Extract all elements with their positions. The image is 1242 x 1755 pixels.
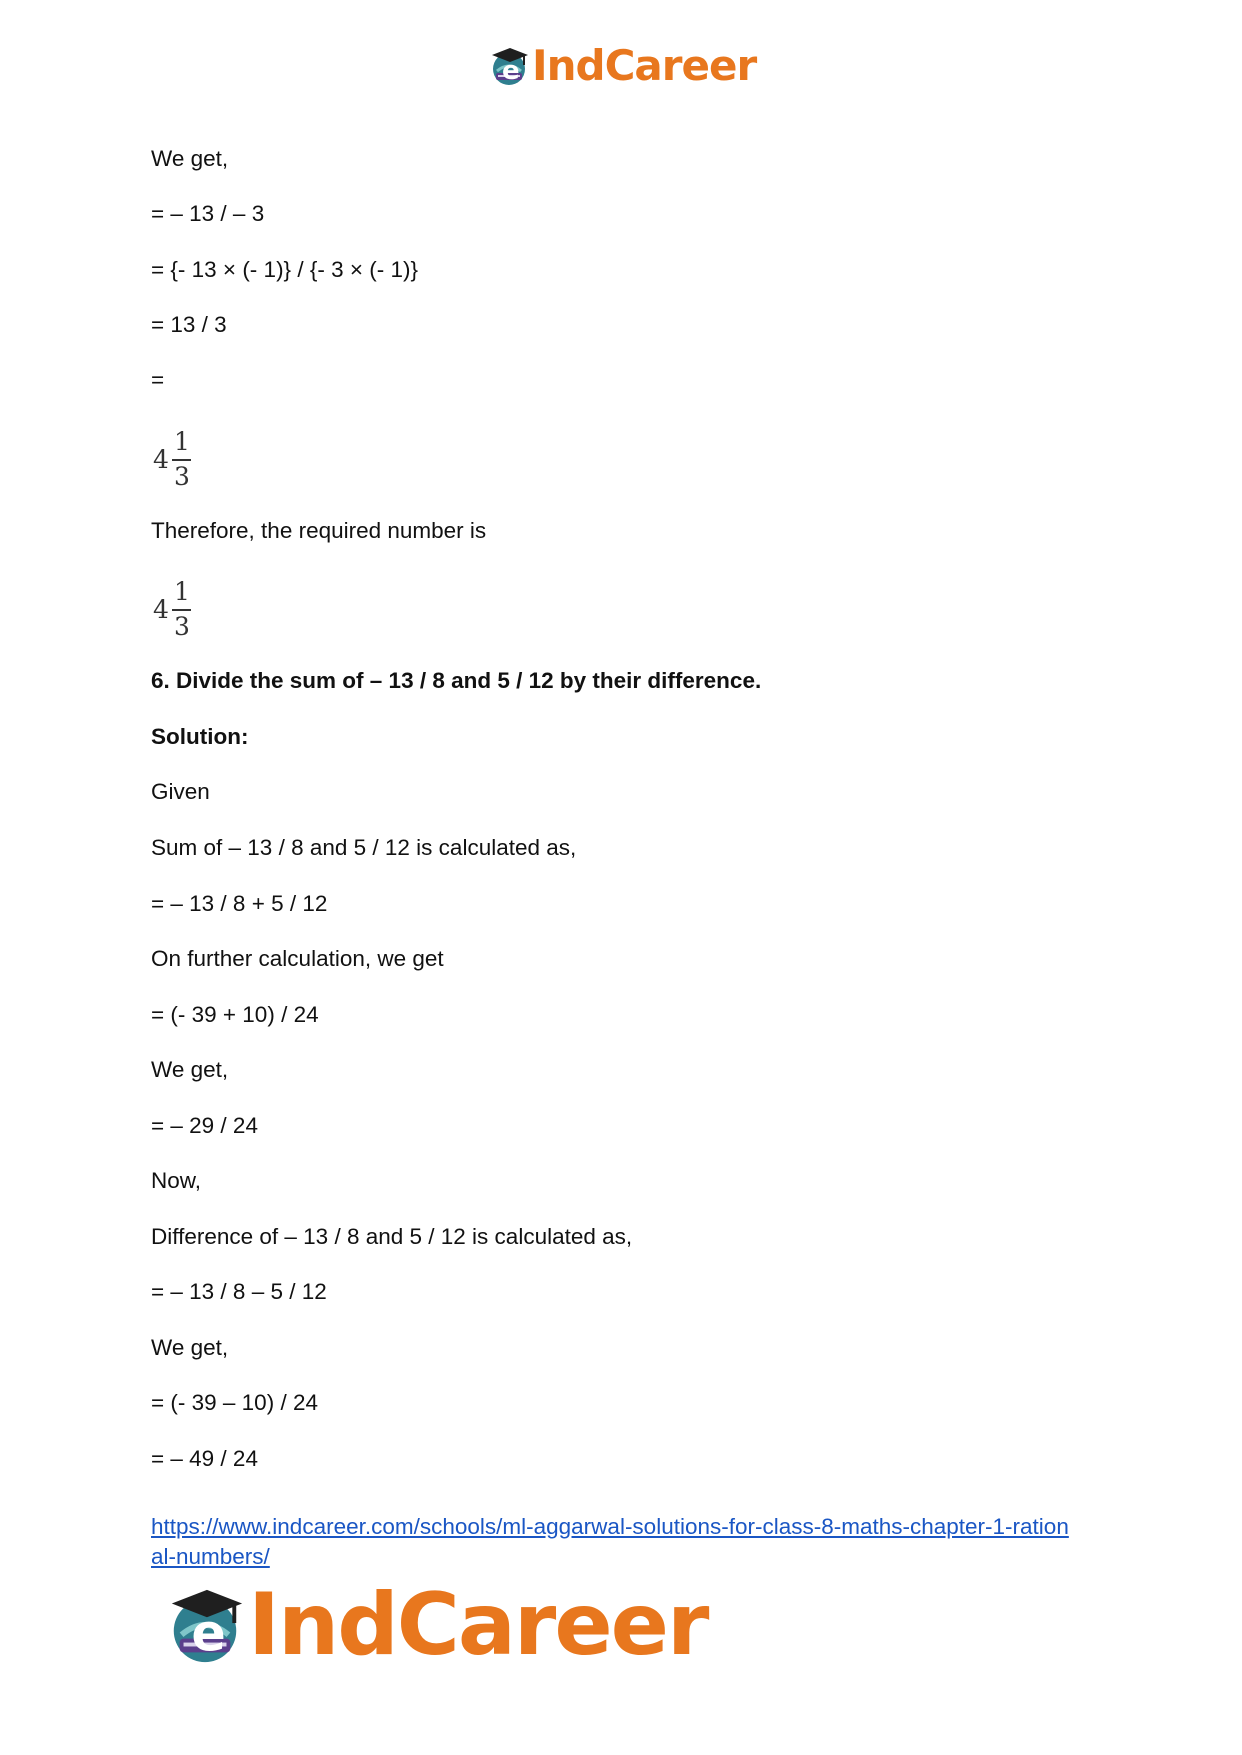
text-line: = – 13 / 8 + 5 / 12 [151,891,328,916]
text-line: = {- 13 × (- 1)} / {- 3 × (- 1)} [151,257,419,282]
text-line: = – 49 / 24 [151,1446,258,1471]
text-line: We get, [151,1335,229,1360]
text-line: = – 29 / 24 [151,1113,258,1138]
text-line: Therefore, the required number is [151,518,487,543]
text-line: We get, [151,146,229,171]
source-link-line: al-numbers/ [151,1544,270,1569]
text-line: We get, [151,1057,229,1082]
fraction-numerator: 1 [174,427,190,456]
solution-heading: Solution: [151,724,249,749]
fraction-denominator: 3 [174,612,190,641]
text-line: = (- 39 + 10) / 24 [151,1002,319,1027]
fraction-numerator: 1 [174,577,190,606]
source-link-line: https://www.indcareer.com/schools/ml-aggarwal-solutions-for-class-8-maths-chapter-1-ration [151,1514,1069,1539]
graduation-cap-globe-icon [488,45,530,87]
svg-text:e: e [191,1603,226,1663]
footer-logo [164,1575,708,1675]
mixed-fraction [153,577,193,643]
text-line: = 13 / 3 [151,312,227,337]
graduation-cap-globe-icon [164,1584,246,1666]
footer-logo-text: IndCareer [248,1575,708,1675]
source-link[interactable] [151,1512,1101,1572]
text-line: Sum of – 13 / 8 and 5 / 12 is calculated as, [151,835,577,860]
header-logo [488,42,756,90]
text-line: = (- 39 – 10) / 24 [151,1390,318,1415]
question-heading: 6. Divide the sum of – 13 / 8 and 5 / 12 by their difference. [151,668,762,693]
text-line: = [151,367,165,392]
text-line: Difference of – 13 / 8 and 5 / 12 is calculated as, [151,1224,633,1249]
text-line: Now, [151,1168,202,1193]
svg-text:e: e [502,56,520,86]
header-logo-text: IndCareer [532,41,757,90]
fraction-bar [172,459,191,461]
fraction-bar [172,609,191,611]
mixed-fraction [153,427,193,493]
text-line: = – 13 / 8 – 5 / 12 [151,1279,327,1304]
fraction-whole: 4 [153,445,169,474]
fraction-whole: 4 [153,595,169,624]
fraction-denominator: 3 [174,462,190,491]
text-line: Given [151,779,210,804]
text-line: On further calculation, we get [151,946,444,971]
text-line: = – 13 / – 3 [151,201,265,226]
